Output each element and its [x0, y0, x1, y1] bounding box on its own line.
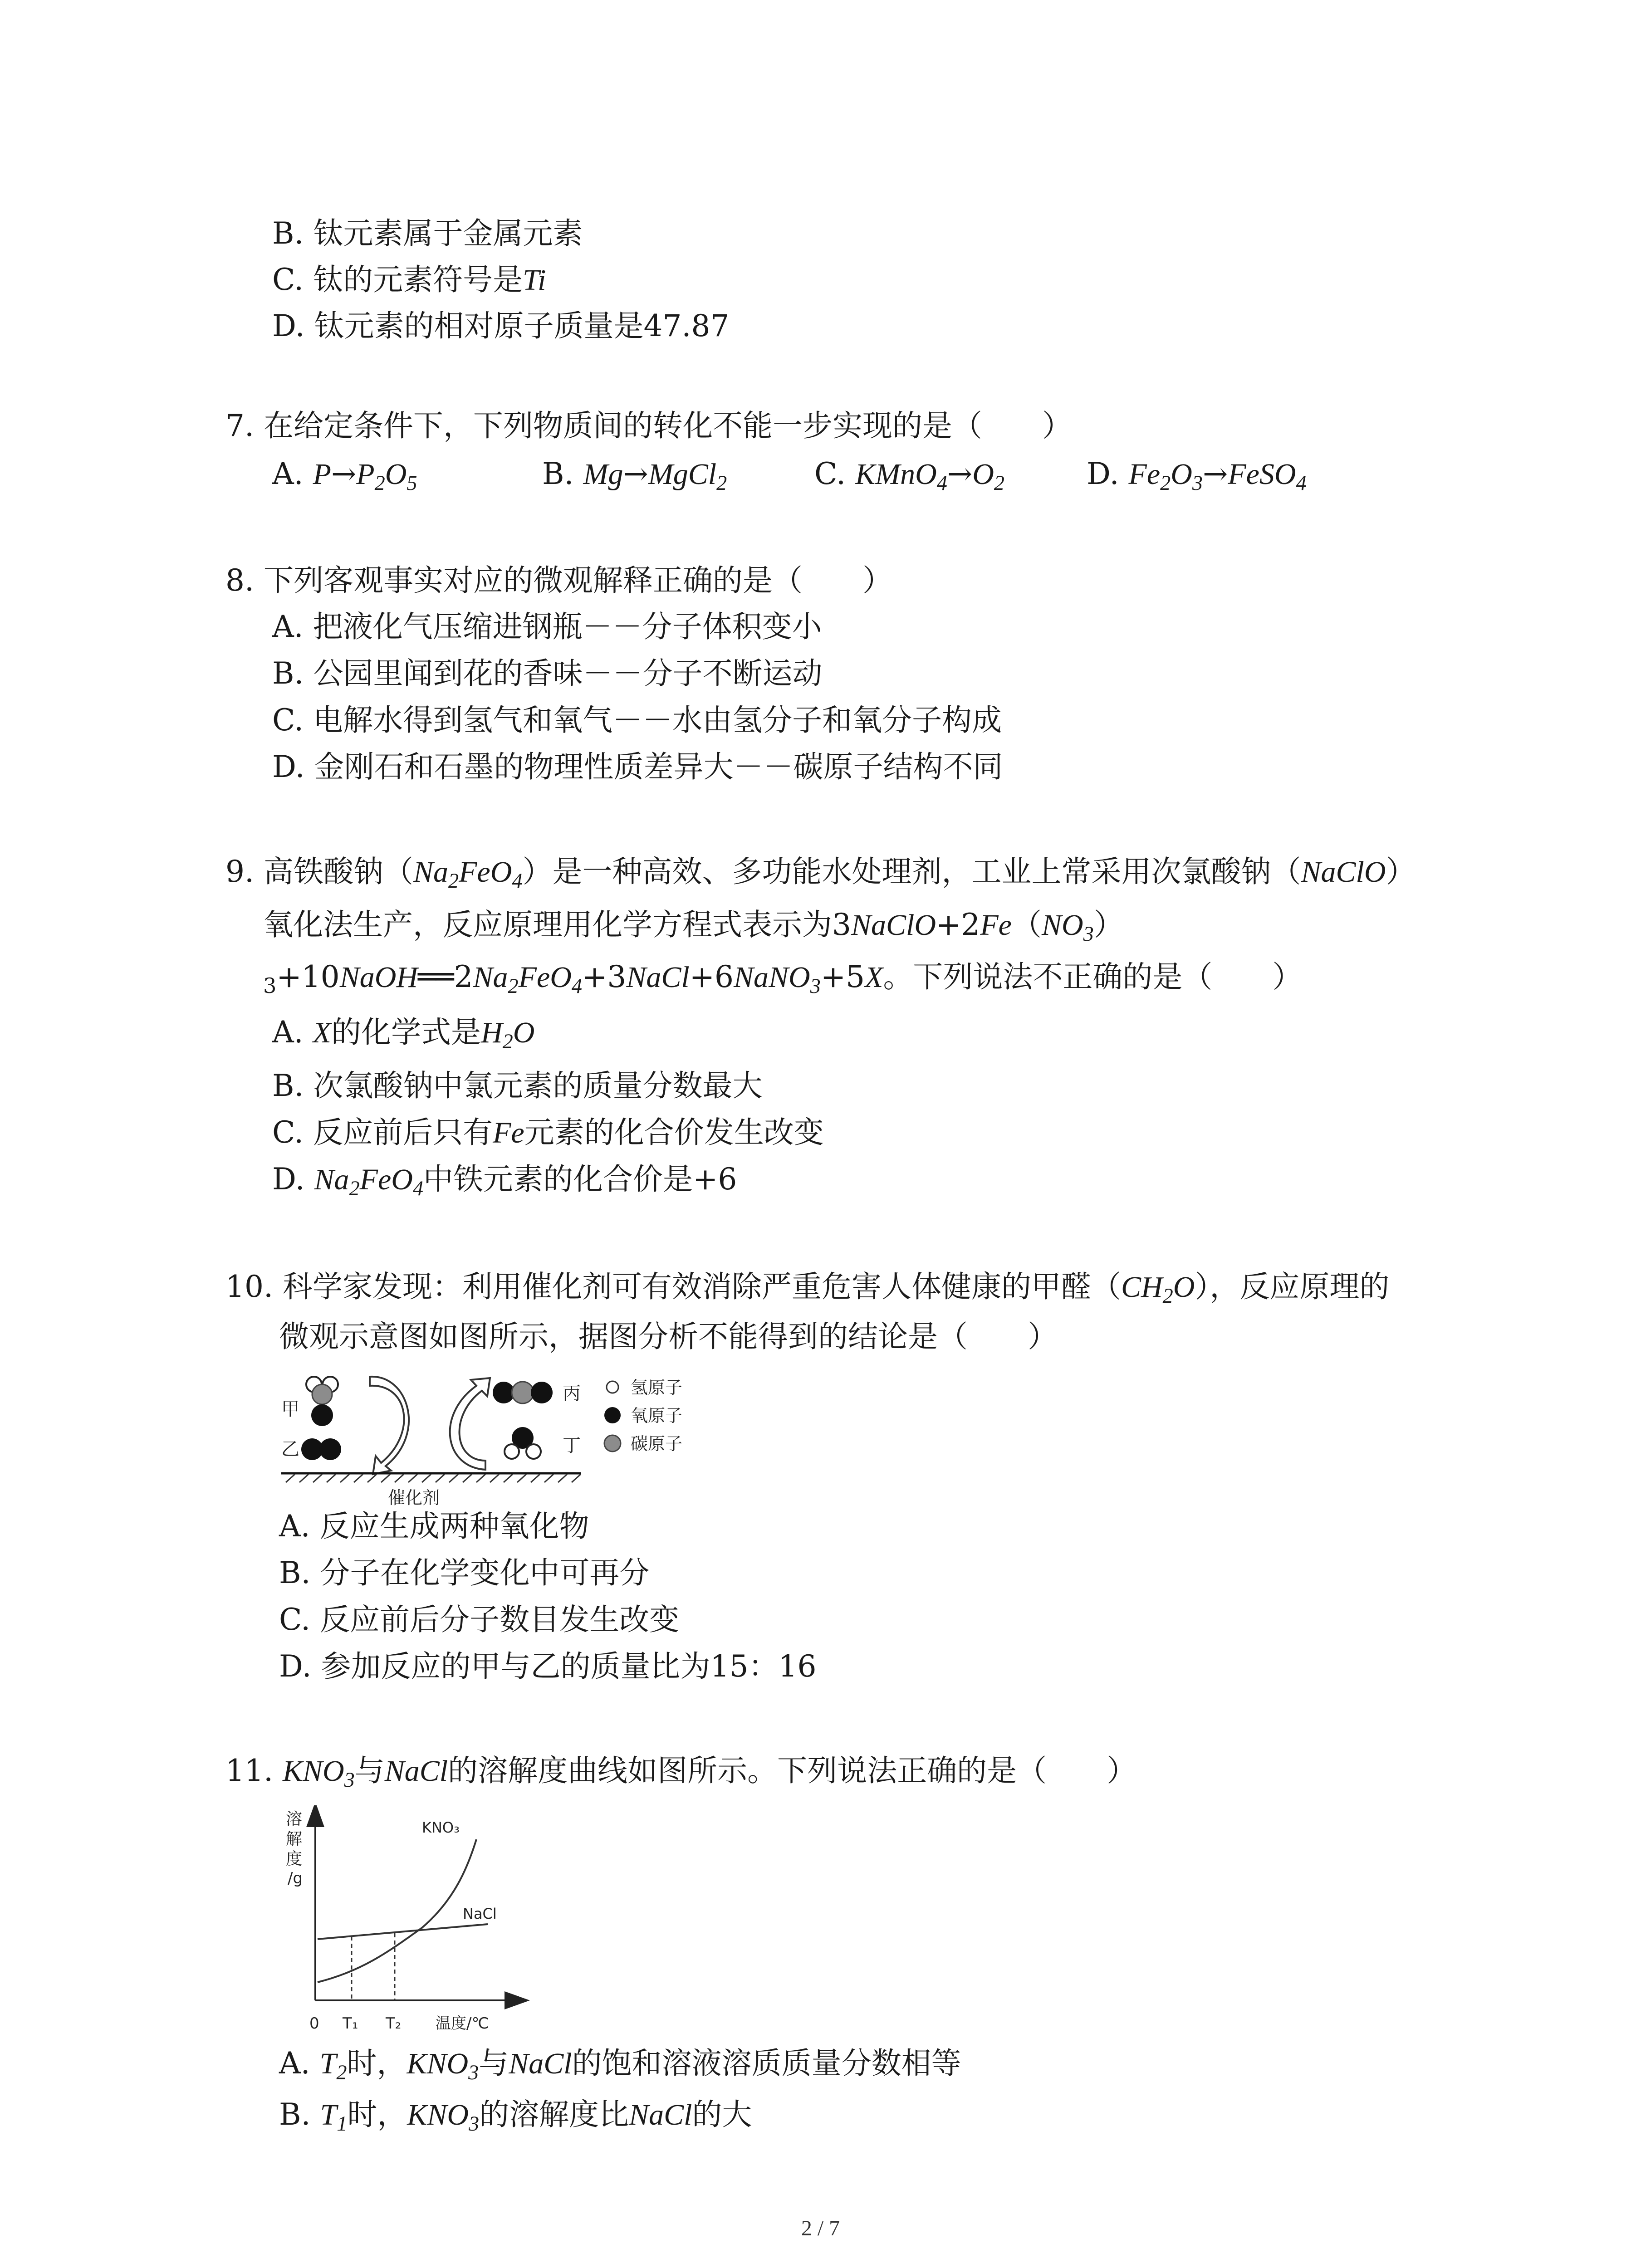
catalyst-label: 催化剂: [388, 1488, 440, 1508]
curved-arrow-icon: [450, 1378, 490, 1470]
q9-stem-line1: 9. 高铁酸钠$(Na_2FeO_4)$是一种高效、多功能水处理剂，工业上常采用次氯酸钠（NaClO）: [225, 854, 1416, 892]
q7-option-d: D. $Fe_2O_3\to FeSO_4$: [1087, 456, 1307, 494]
y-label-1: 溶: [286, 1810, 303, 1828]
t2-label: T₂: [386, 2014, 402, 2033]
q11-stem: 11. $KNO_3$与NaCl的溶解度曲线如图所示。下列说法正确的是（ ）: [225, 1753, 1137, 1791]
legend-hydrogen: 氢原子: [631, 1378, 683, 1398]
q10-reaction-diagram: [272, 1365, 726, 1515]
q7-option-c: C. $KMnO_4\to O_2$: [814, 456, 1004, 494]
q8-option-d: D. 金刚石和石墨的物理性质差异大－－碳原子结构不同: [272, 749, 1003, 784]
q6-option-c: C. 钛的元素符号是Ti: [272, 262, 546, 297]
q6-option-d: D. 钛元素的相对原子质量是47.87: [272, 308, 730, 343]
kno3-label: KNO₃: [422, 1819, 460, 1836]
carbon-atom: [512, 1382, 534, 1403]
q9-option-b: B. 次氯酸钠中氯元素的质量分数最大: [272, 1068, 763, 1103]
label-bing: 丙: [563, 1383, 581, 1404]
oxygen-atom: [531, 1382, 553, 1403]
x-axis-label: 温度/℃: [436, 2014, 489, 2033]
q10-stem-line1: 10. 科学家发现：利用催化剂可有效消除严重危害人体健康的甲醛$(CH_2O)$，反应原理的: [225, 1269, 1390, 1307]
hydrogen-legend-icon: [607, 1381, 618, 1393]
label-ding: 丁: [563, 1435, 581, 1456]
y-label-4: /g: [288, 1869, 303, 1887]
q11-option-b: B. $T_1$时，$KNO_3$的溶解度比NaCl的大: [279, 2097, 752, 2135]
q10-stem-line2: 微观示意图如图所示，据图分析不能得到的结论是（ ）: [279, 1319, 1058, 1354]
q9-option-c: C. 反应前后只有Fe元素的化合价发生改变: [272, 1115, 824, 1150]
y-label-3: 度: [286, 1850, 303, 1868]
q7-option-a: A. $P\to P_2O_5$: [272, 456, 417, 494]
q10-option-d: D. 参加反应的甲与乙的质量比为15：16: [279, 1649, 817, 1684]
hydrogen-atom: [505, 1444, 519, 1459]
q7-stem: 7. 在给定条件下，下列物质间的转化不能一步实现的是（ ）: [225, 408, 1072, 443]
nacl-label: NaCl: [463, 1905, 497, 1922]
q11-solubility-chart: [272, 1805, 554, 2041]
legend-carbon: 碳原子: [631, 1434, 683, 1454]
q9-option-a: A. X的化学式是$H_2O$: [272, 1015, 535, 1053]
q9-option-d: D. $Na_2FeO_4$中铁元素的化合价是+6: [272, 1162, 737, 1200]
q7-option-b: B. Mg→MgCl$_2$: [542, 456, 727, 494]
q8-stem: 8. 下列客观事实对应的微观解释正确的是（ ）: [225, 563, 892, 598]
q6-option-b: B. 钛元素属于金属元素: [272, 216, 583, 251]
page-number: 2 / 7: [801, 2216, 840, 2240]
q10-option-c: C. 反应前后分子数目发生改变: [279, 1602, 680, 1637]
q8-option-c: C. 电解水得到氢气和氧气－－水由氢分子和氧分子构成: [272, 703, 1002, 738]
kno3-curve: [318, 1839, 476, 1982]
legend-oxygen: 氧原子: [631, 1406, 683, 1426]
carbon-legend-icon: [604, 1435, 621, 1452]
q8-option-b: B. 公园里闻到花的香味－－分子不断运动: [272, 656, 823, 691]
q8-option-a: A. 把液化气压缩进钢瓶－－分子体积变小: [272, 609, 822, 644]
oxygen-atom: [311, 1404, 333, 1426]
q10-option-a: A. 反应生成两种氧化物: [279, 1509, 589, 1544]
hydrogen-atom: [526, 1444, 541, 1459]
oxygen-atom: [319, 1438, 341, 1460]
label-yi: 乙: [281, 1439, 299, 1460]
y-label-2: 解: [286, 1830, 303, 1848]
t1-label: T₁: [343, 2014, 358, 2033]
catalyst-hatching: [286, 1474, 581, 1482]
origin-label: 0: [309, 2014, 319, 2033]
q9-stem-line3: $_3+10NaOH══2Na_2FeO_4+3NaCl+6NaNO_3+5X$。下列说法不正确的是（ ）: [263, 959, 1303, 998]
q11-option-a: A. $T_2$时，$KNO_3$与NaCl的饱和溶液溶质质量分数相等: [279, 2046, 961, 2084]
curved-arrow-icon: [370, 1377, 409, 1474]
q10-option-b: B. 分子在化学变化中可再分: [279, 1555, 650, 1590]
carbon-atom: [312, 1384, 332, 1404]
nacl-curve: [318, 1924, 488, 1939]
q9-stem-line2: 氧化法生产，反应原理用化学方程式表示为$3NaClO+2Fe(NO_3)$: [263, 907, 1124, 945]
label-jia: 甲: [281, 1399, 299, 1420]
oxygen-legend-icon: [604, 1407, 621, 1423]
